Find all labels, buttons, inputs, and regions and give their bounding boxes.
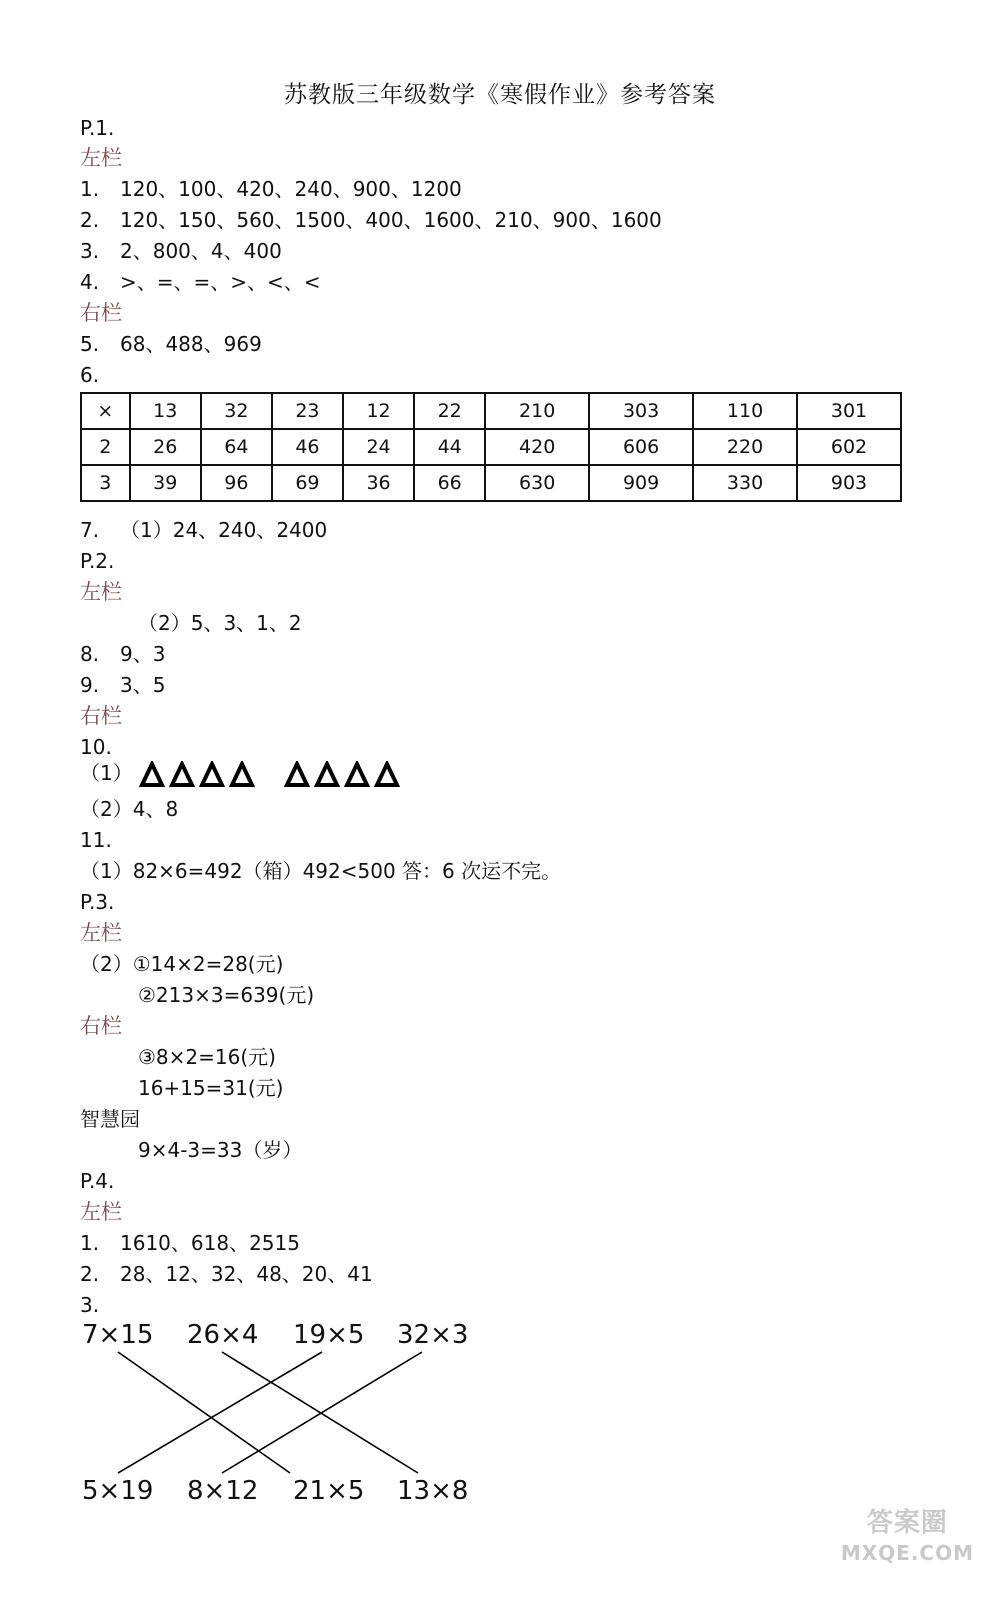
- section-p1-label: P.1.: [80, 116, 115, 140]
- table-row: [81, 393, 901, 429]
- p3-line-2: ②213×3=639(元): [138, 983, 315, 1007]
- p2-sub-2: （2）5、3、1、2: [138, 611, 302, 635]
- item-answer: 120、100、420、240、900、1200: [120, 177, 462, 201]
- p2-item-9: [80, 673, 165, 697]
- item-answer: 9、3: [120, 642, 166, 666]
- p1-item-6: [80, 363, 120, 387]
- match-bottom-item: 8×12: [187, 1476, 259, 1506]
- table-cell: 69: [272, 465, 343, 501]
- table-cell: 420: [485, 429, 589, 465]
- p3-line-3: ③8×2=16(元): [138, 1045, 276, 1069]
- item-number: 11.: [80, 828, 112, 852]
- p2-item-11: [80, 828, 112, 852]
- triangle-icon: [202, 764, 222, 785]
- p3-line-5: 9×4-3=33（岁）: [138, 1138, 303, 1162]
- item-number: 10.: [80, 735, 112, 759]
- match-top-item: 7×15: [82, 1320, 154, 1350]
- matching-exercise: [0, 1310, 1000, 1540]
- table-cell: 301: [797, 393, 901, 429]
- table-cell: 13: [130, 393, 201, 429]
- item-answer: 1610、618、2515: [120, 1231, 300, 1255]
- table-cell: 12: [343, 393, 414, 429]
- section-p4-label: P.4.: [80, 1169, 115, 1193]
- table-cell: 96: [201, 465, 272, 501]
- p4-left-column-heading: 左栏: [80, 1200, 122, 1224]
- p1-item-1: [80, 177, 462, 201]
- item-number: 4.: [80, 270, 100, 294]
- triangle-icons: [139, 761, 459, 789]
- p2-item-10: [80, 735, 112, 759]
- table-cell: 23: [272, 393, 343, 429]
- table-cell: 220: [693, 429, 797, 465]
- p2-right-column-heading: 右栏: [80, 704, 122, 728]
- table-cell: 22: [414, 393, 485, 429]
- triangles-row: [80, 758, 459, 789]
- item-number: 2.: [80, 1262, 100, 1286]
- section-p2-label: P.2.: [80, 549, 115, 573]
- item-number: 7.: [80, 518, 100, 542]
- match-line: [118, 1352, 322, 1473]
- item-answer: 120、150、560、1500、400、1600、210、900、1600: [120, 208, 662, 232]
- page-title: 苏教版三年级数学《寒假作业》参考答案: [284, 82, 716, 108]
- table-row: [81, 429, 901, 465]
- table-cell: 24: [343, 429, 414, 465]
- table-cell: ×: [81, 393, 130, 429]
- multiplication-table: [80, 392, 902, 502]
- item-answer: >、=、=、>、<、<: [120, 270, 321, 294]
- p1-item-2: [80, 208, 662, 232]
- table-cell: 903: [797, 465, 901, 501]
- table-cell: 64: [201, 429, 272, 465]
- match-top-item: 19×5: [293, 1320, 365, 1350]
- p1-item-3: [80, 239, 282, 263]
- table-cell: 36: [343, 465, 414, 501]
- table-cell: 630: [485, 465, 589, 501]
- p2-left-column-heading: 左栏: [80, 580, 122, 604]
- triangle-icon: [347, 764, 367, 785]
- item-number: 8.: [80, 642, 100, 666]
- triangle-icon: [317, 764, 337, 785]
- table-cell: 46: [272, 429, 343, 465]
- section-p3-label: P.3.: [80, 890, 115, 914]
- p4-item-1: [80, 1231, 300, 1255]
- triangle-icon: [142, 764, 162, 785]
- match-top-item: 32×3: [397, 1320, 469, 1350]
- watermark-logo: [841, 1508, 974, 1568]
- p3-right-column-heading: 右栏: [80, 1014, 122, 1038]
- p2-item-10-2: （2）4、8: [80, 797, 179, 821]
- triangle-icon: [172, 764, 192, 785]
- p3-line-4: 16+15=31(元): [138, 1076, 284, 1100]
- p4-item-2: [80, 1262, 373, 1286]
- p1-item-5: [80, 332, 262, 356]
- table-cell: 606: [589, 429, 693, 465]
- table-cell: 3: [81, 465, 130, 501]
- table-cell: 303: [589, 393, 693, 429]
- table-cell: 210: [485, 393, 589, 429]
- p1-left-column-heading: 左栏: [80, 146, 122, 170]
- p3-line-1: （2）①14×2=28(元): [80, 952, 284, 976]
- p1-item-4: [80, 270, 321, 294]
- item-answer: 3、5: [120, 673, 166, 697]
- table-cell: 39: [130, 465, 201, 501]
- item-number: 9.: [80, 673, 100, 697]
- item-answer: 2、800、4、400: [120, 239, 282, 263]
- wisdom-garden-heading: 智慧园: [80, 1107, 140, 1131]
- match-top-item: 26×4: [187, 1320, 259, 1350]
- p3-left-column-heading: 左栏: [80, 921, 122, 945]
- item-number: 3.: [80, 239, 100, 263]
- watermark-url: MXQE.COM: [840, 1541, 974, 1565]
- table-cell: 66: [414, 465, 485, 501]
- table-cell: 32: [201, 393, 272, 429]
- item-number: 6.: [80, 363, 100, 387]
- item-number: 1.: [80, 1231, 100, 1255]
- match-line: [118, 1352, 290, 1473]
- p1-item-7: [80, 518, 327, 542]
- item-answer: （1）24、240、2400: [120, 518, 328, 542]
- match-bottom-item: 5×19: [82, 1476, 154, 1506]
- table-cell: 909: [589, 465, 693, 501]
- table-cell: 330: [693, 465, 797, 501]
- p1-right-column-heading: 右栏: [80, 301, 122, 325]
- table-cell: 26: [130, 429, 201, 465]
- table-cell: 602: [797, 429, 901, 465]
- triangle-icon: [232, 764, 252, 785]
- item-number: 3.: [80, 1293, 100, 1317]
- table-row: [81, 465, 901, 501]
- match-bottom-item: 13×8: [397, 1476, 469, 1506]
- item-answer: 28、12、32、48、20、41: [120, 1262, 373, 1286]
- table-cell: 44: [414, 429, 485, 465]
- match-bottom-item: 21×5: [293, 1476, 365, 1506]
- item-number: 5.: [80, 332, 100, 356]
- table-cell: 2: [81, 429, 130, 465]
- triangle-icon: [377, 764, 397, 785]
- table-cell: 110: [693, 393, 797, 429]
- sub-prefix: （1）: [80, 761, 133, 785]
- item-number: 1.: [80, 177, 100, 201]
- triangle-icon: [287, 764, 307, 785]
- p2-item-8: [80, 642, 165, 666]
- item-number: 2.: [80, 208, 100, 232]
- watermark-title: 答案圈: [866, 1508, 948, 1538]
- item-answer: 68、488、969: [120, 332, 262, 356]
- p2-item-11-1: （1）82×6=492（箱）492<500 答：6 次运不完。: [80, 859, 562, 883]
